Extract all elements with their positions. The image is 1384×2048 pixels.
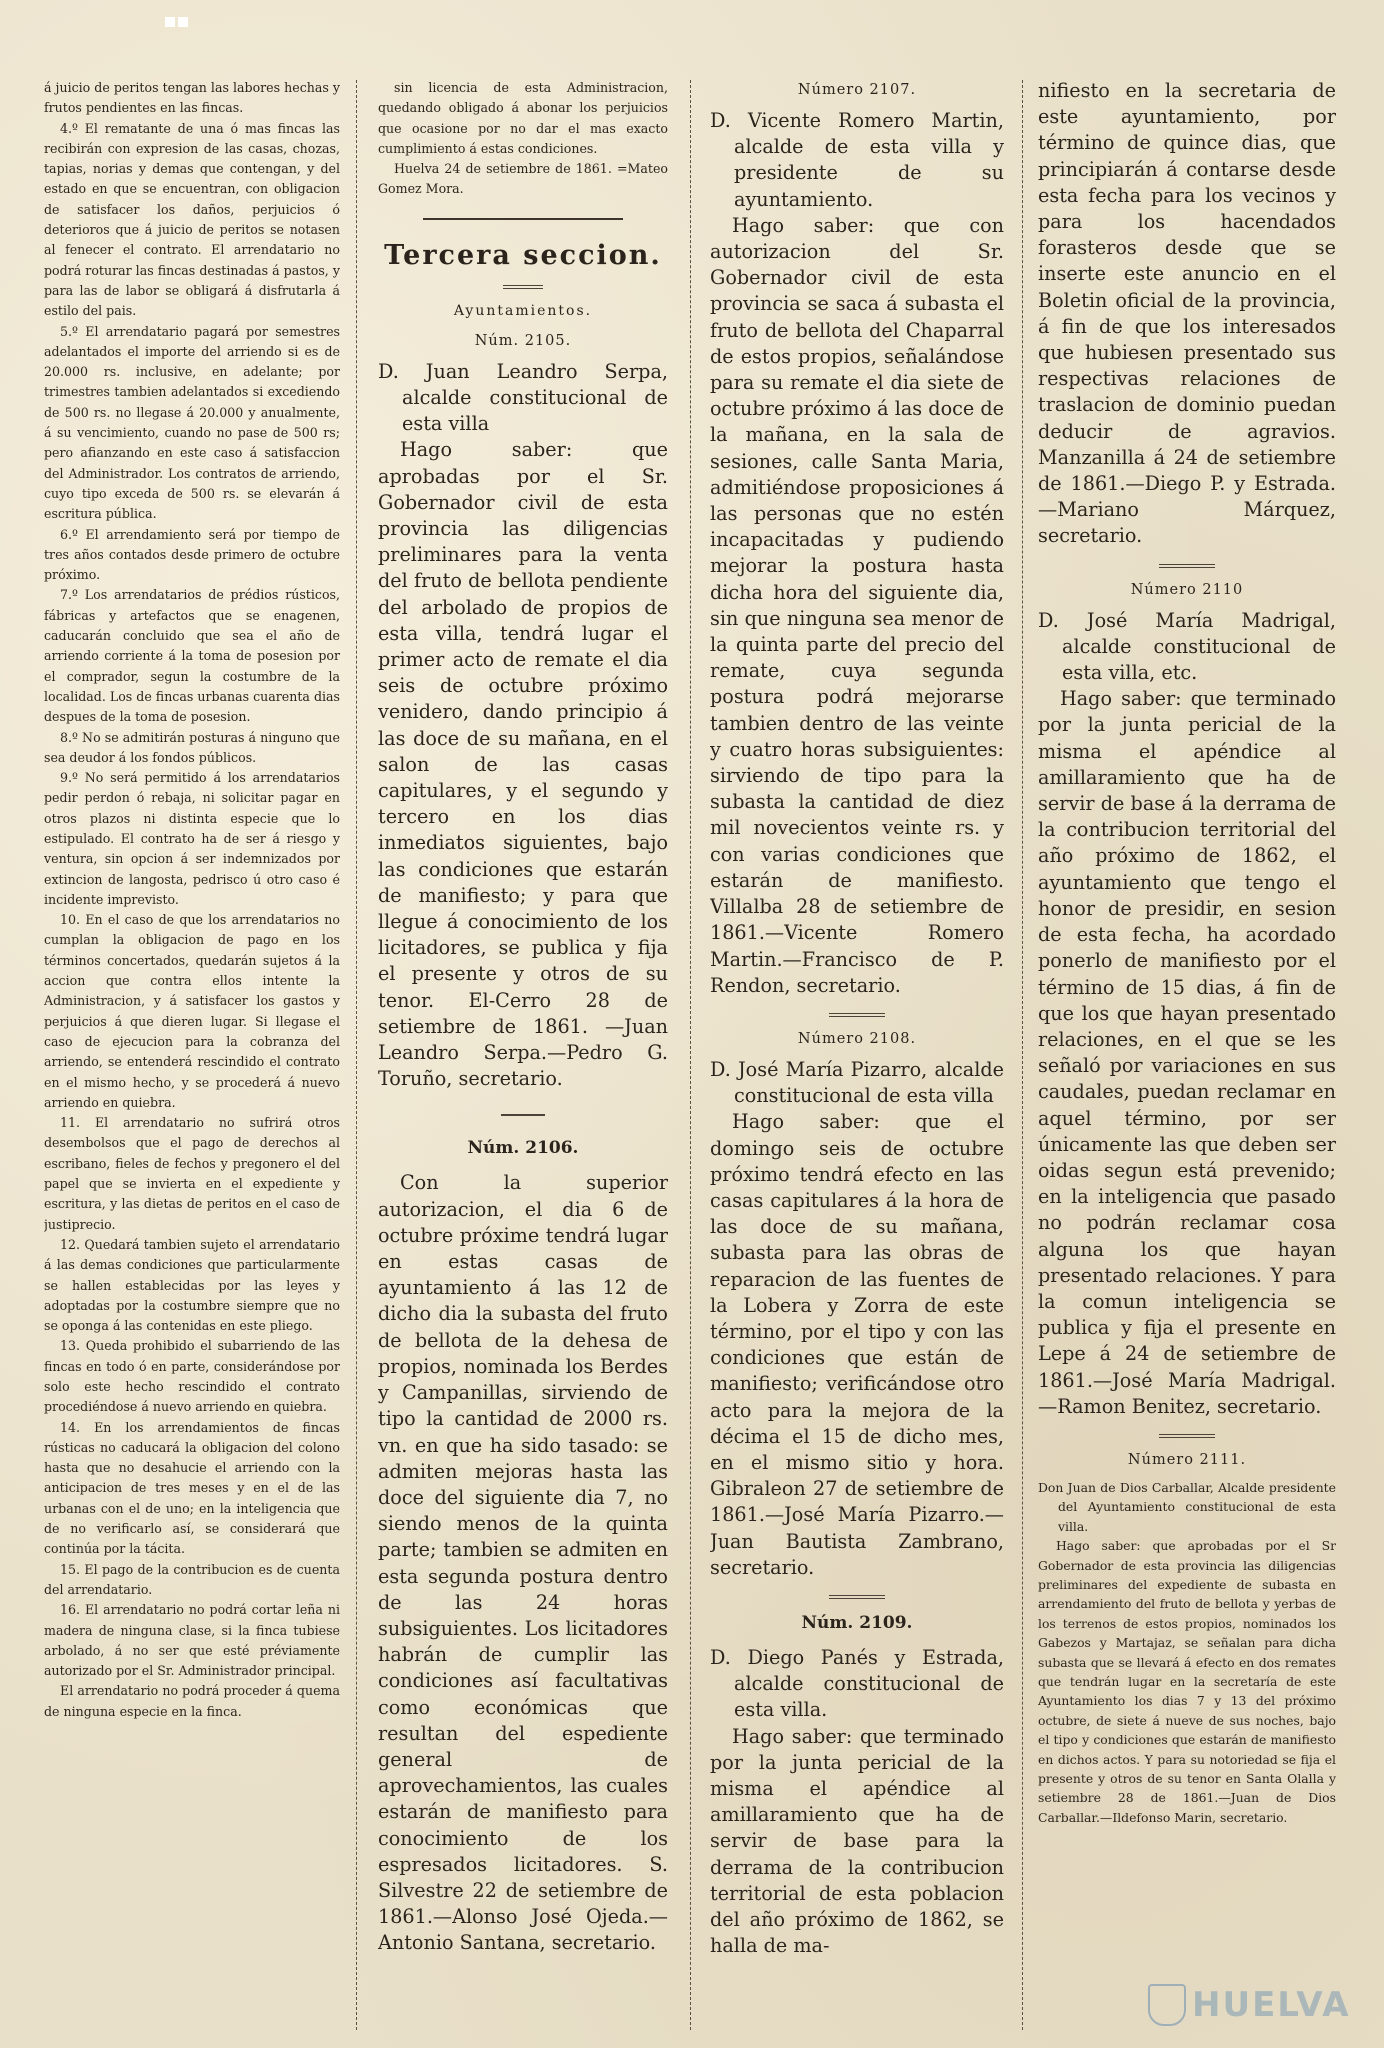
notice-body: Hago saber: que terminado por la junta pericial de la misma el apéndice al amillaramiento que ha de servir de base á la derrama de la contribucion territorial del año próximo de 1862, el ayuntamiento que tengo el honor de presidir, en sesion de esta fecha, ha acordado ponerlo de manifiesto por el término de 15 dias, á fin de que los que hayan presentado relaciones, en el que se les señaló por variaciones en sus caudales, puedan reclamar en aquel término, por ser únicamente las que deben ser oidas segun está prevenido; en la inteligencia que pasado no podrán reclamar cosa alguna los que hayan presentado relaciones. Y para la comun inteligencia se publica y fija el presente en Lepe á 24 de setiembre de 1861.—José María Madrigal.—Ramon Benitez, secretario. (1038, 687, 1336, 1418)
clause-8: 8.º No se admitirán posturas á ninguno que sea deudor á los fondos públicos. (44, 729, 340, 765)
clause-15: 15. El pago de la contribucion es de cuenta del arrendatario. (44, 1561, 340, 1597)
paragraph: á juicio de peritos tengan las labores hechas y frutos pendientes en las fincas. (44, 80, 340, 116)
clause-13: 13. Queda prohibido el subarriendo de las fincas en todo ó en parte, considerándose por solo este hecho rescindido el contrato procediéndose á nuevo arriendo en quiebra. (44, 1338, 340, 1415)
divider (423, 218, 623, 220)
divider (829, 1595, 885, 1599)
shield-icon (1148, 1984, 1186, 2026)
notice-body: Hago saber: que con autorizacion del Sr. Gobernador civil de esta provincia se saca á subasta el fruto de bellota del Chaparral de estos propios, señalándose para su remate el dia siete de octubre próximo á las doce de la mañana, en la sala de sesiones, calle Santa Maria, admitiéndose proposiciones á las personas que no estén incapacitadas y pudiendo mejorar la postura hasta dicha hora del siguiente dia, sin que ninguna sea menor de la quinta parte del precio del remate, cuya segunda postura podrá mejorarse tambien dentro de las veinte y cuatro horas subsiguientes: sirviendo de tipo para la subasta la cantidad de diez mil novecientos veinte rs. y con varias condiciones que estarán de manifiesto. Villalba 28 de setiembre de 1861.—Vicente Romero Martin.—Francisco de P. Rendon, secretario. (710, 213, 1004, 997)
column-rule (1022, 80, 1023, 2030)
notice-body: Hago saber: que el domingo seis de octubre próximo tendrá efecto en las casas capitulares á la hora de las doce de su mañana, subasta para las obras de reparacion de las fuentes de la Lobera y Zorra de este término, por el tipo y con las condiciones que están de manifiesto; verificándose otro acto para la mejora de la décima el 15 de dicho mes, en el mismo sitio y hora. Gibraleon 27 de setiembre de 1861.—José María Pizarro.—Juan Bautista Zambrano, secretario. (710, 1110, 1004, 1579)
clause-12: 12. Quedará tambien sujeto el arrendatario á las demas condiciones que particularmente se hallen establecidas por las leyes y adoptadas por la costumbre siempre que no se oponga á las contenidas en este pliego. (44, 1236, 340, 1334)
column-1 (44, 78, 340, 2038)
notice-number: Número 2108. (797, 1030, 917, 1047)
column-3 (710, 78, 1004, 2038)
clause-10: 10. En el caso de que los arrendatarios no cumplan la obligacion de pago en los términos concertados, quedarán sujetos á la accion que contra ellos intente la Administracion, y á satisfacer los gastos y perjuicios á que dieren lugar. Si llegase el caso de ejecucion para la cobranza del arriendo, se entenderá rescindido el contrato en el mismo hecho, y se procederá á nuevo arriendo en quiebra. (44, 912, 340, 1110)
section-title: Tercera seccion. (384, 239, 662, 271)
notice-heading: D. Juan Leandro Serpa, alcalde constitucional de esta villa (378, 359, 668, 436)
notice-number: Núm. 2106. (467, 1138, 579, 1159)
clause-4: 4.º El rematante de una ó mas fincas las recibirán con expresion de las casas, chozas, tapias, norias y demas que contengan, y del estado en que se encuentran, con obligacion de satisfacer los daños, perjuicios ó deterioros que á juicio de peritos se notasen al fenecer el contrato. El arrendatario no podrá roturar las fincas destinadas á pastos, y para las de labor se obligará á disfrutarla á estilo del pais. (44, 120, 340, 319)
divider (503, 285, 543, 289)
clause-7: 7.º Los arrendatarios de prédios rústicos, fábricas y artefactos que se enagenen, caducarán concluido que sea el año de arriendo corriente á la toma de posesion por el comprador, segun la costumbre de la localidad. Los de fincas urbanas cuarenta dias despues de la toma de posesion. (44, 587, 340, 725)
notice-number: Número 2111. (1127, 1451, 1247, 1468)
notice-body: nifiesto en la secretaria de este ayuntamiento, por término de quince dias, que principiarán á contarse desde esta fecha para los vecinos y para los hacendados forasteros desde que se inserte este anuncio en el Boletin oficial de la provincia, á fin de que los interesados que hubiesen presentado sus respectivas relaciones de traslacion de dominio puedan deducir de agravios. Manzanilla á 24 de setiembre de 1861.—Diego P. y Estrada. —Mariano Márquez, secretario. (1038, 79, 1336, 548)
notice-body: Hago saber: que aprobadas por el Sr Gobernador de esta provincia las diligencias preliminares del expediente de subasta en arrendamiento del fruto de bellota y yerbas de los terrenos de estos propios, nominados los Gabezos y Martajaz, se señalan para dicha subasta que se llevará á efecto en dos remates que tendrán lugar en la secretaría de este Ayuntamiento los dias 7 y 13 del próximo octubre, de siete á nueve de sus noches, bajo el tipo y condiciones que estarán de manifiesto en dichos actos. Y para su notoriedad se fija el presente y otros de su tenor en Santa Olalla y setiembre 28 de 1861.—Juan de Dios Carballar.—Ildefonso Marin, secretario. (1038, 1538, 1336, 1825)
notice-body: Con la superior autorizacion, el dia 6 de octubre próxime tendrá lugar en estas casas de ayuntamiento á las 12 de dicho dia la subasta del fruto de bellota de la dehesa de propios, nominada los Berdes y Campanillas, sirviendo de tipo la cantidad de 2000 rs. vn. en que ha sido tasado: se admiten mejoras hasta las doce del siguiente dia 7, no siendo menos de la quinta parte; tambien se admiten en esta segunda postura dentro de las 24 horas subsiguientes. Los licitadores habrán de cumplir las condiciones así facultativas como económicas que resultan del espediente general de aprovechamientos, las cuales estarán de manifiesto para conocimiento de los espresados licitadores. S. Silvestre 22 de setiembre de 1861.—Alonso José Ojeda.—Antonio Santana, secretario. (378, 1171, 668, 1955)
notice-number: Número 2107. (797, 82, 917, 98)
clause-9: 9.º No será permitido á los arrendatarios pedir perdon ó rebaja, ni solicitar pagar en otros plazos ni distinta especie que lo estipulado. El contrato ha de ser á riesgo y ventura, sin opcion á ser indemnizados por extincion de langosta, pedrisco ú otro caso é incidente imprevisto. (44, 770, 340, 907)
divider (1159, 1434, 1215, 1438)
notice-body: Hago saber: que terminado por la junta pericial de la misma el apéndice al amillaramiento que ha de servir de base para la derrama de la contribucion territorial de esta poblacion del año próximo de 1862, se halla de ma- (710, 1724, 1004, 1958)
divider (501, 1114, 545, 1116)
watermark-text: HUELVA (1192, 1985, 1351, 2025)
divider (1159, 564, 1215, 568)
notice-number: Número 2110 (1130, 581, 1244, 598)
notice-number: Núm. 2109. (801, 1612, 913, 1633)
notice-heading: D. Vicente Romero Martin, alcalde de esta villa y presidente de su ayuntamiento. (710, 109, 1004, 211)
column-4 (1038, 78, 1336, 2038)
column-rule (356, 80, 357, 2030)
divider (829, 1013, 885, 1017)
clause-14: 14. En los arrendamientos de fincas rústicas no caducará la obligacion del colono hasta que no desahucie el arriendo con la anticipacion de tres meses y en el de las urbanas con el de uno; en la inteligencia que de no verificarlo así, se considerará que continúa por la tácita. (44, 1419, 340, 1557)
clause-11: 11. El arrendatario no sufrirá otros desembolsos que el pago de derechos al escribano, fieles de fechos y pregonero el del papel que se invierta en el expediente y escritura, y las dietas de peritos en el caso de justiprecio. (44, 1115, 340, 1232)
huelva-watermark (1148, 1978, 1378, 2032)
notice-heading: D. José María Madrigal, alcalde constitucional de esta villa, etc. (1038, 608, 1336, 685)
notice-heading: Don Juan de Dios Carballar, Alcalde presidente del Ayuntamiento constitucional de esta villa. (1038, 1479, 1336, 1534)
paragraph: sin licencia de esta Administracion, quedando obligado á abonar los perjuicios que ocasione por no dar el mas exacto cumplimiento á estas condiciones. (378, 80, 668, 156)
scan-corner-mark (165, 12, 191, 24)
notice-body: Hago saber: que aprobadas por el Sr. Gobernador civil de esta provincia las diligencias preliminares para la venta del fruto de bellota pendiente del arbolado de propios de esta villa, tendrá lugar el primer acto de remate el dia seis de octubre próximo venidero, dando principio á las doce de su mañana, en el salon de las casas capitulares, y el segundo y tercero en los dias inmediatos siguientes, bajo las condiciones que estarán de manifiesto; y para que llegue á conocimiento de los licitadores, se publica y fija el presente y otros de su tenor. El-Cerro 28 de setiembre de 1861. —Juan Leandro Serpa.—Pedro G. Toruño, secretario. (378, 438, 668, 1091)
notice-number: Núm. 2105. (474, 332, 572, 349)
clause-16: 16. El arrendatario no podrá cortar leña ni madera de ninguna clase, si la finca tubiese arbolado, á no ser que esté préviamente autorizado por el Sr. Administrador principal. (44, 1602, 340, 1679)
column-rule (690, 80, 691, 2030)
notice-heading: D. Diego Panés y Estrada, alcalde constitucional de esta villa. (710, 1645, 1004, 1722)
clause-5: 5.º El arrendatario pagará por semestres adelantados el importe del arriendo si es de 20.000 rs. inclusive, en adelante; por trimestres tambien adelantados si excediendo de 500 rs. no llegase á 20.000 y anualmente, á su vencimiento, cuando no pase de 500 rs; pero afianzando en este caso á satisfaccion del Administrador. Los contratos de arriendo, cuyo tipo exceda de 500 rs. se elevarán á escritura pública. (44, 323, 340, 522)
clause-6: 6.º El arrendamiento será por tiempo de tres años contados desde primero de octubre próximo. (44, 526, 340, 583)
notice-heading: D. José María Pizarro, alcalde constitucional de esta villa (710, 1057, 1004, 1108)
section-subhead: Ayuntamientos. (453, 302, 593, 319)
clause-final: El arrendatario no podrá proceder á quema de ninguna especie en la finca. (44, 1683, 340, 1719)
signature: Huelva 24 de setiembre de 1861. =Mateo Gomez Mora. (378, 161, 668, 197)
column-2 (378, 78, 668, 2038)
